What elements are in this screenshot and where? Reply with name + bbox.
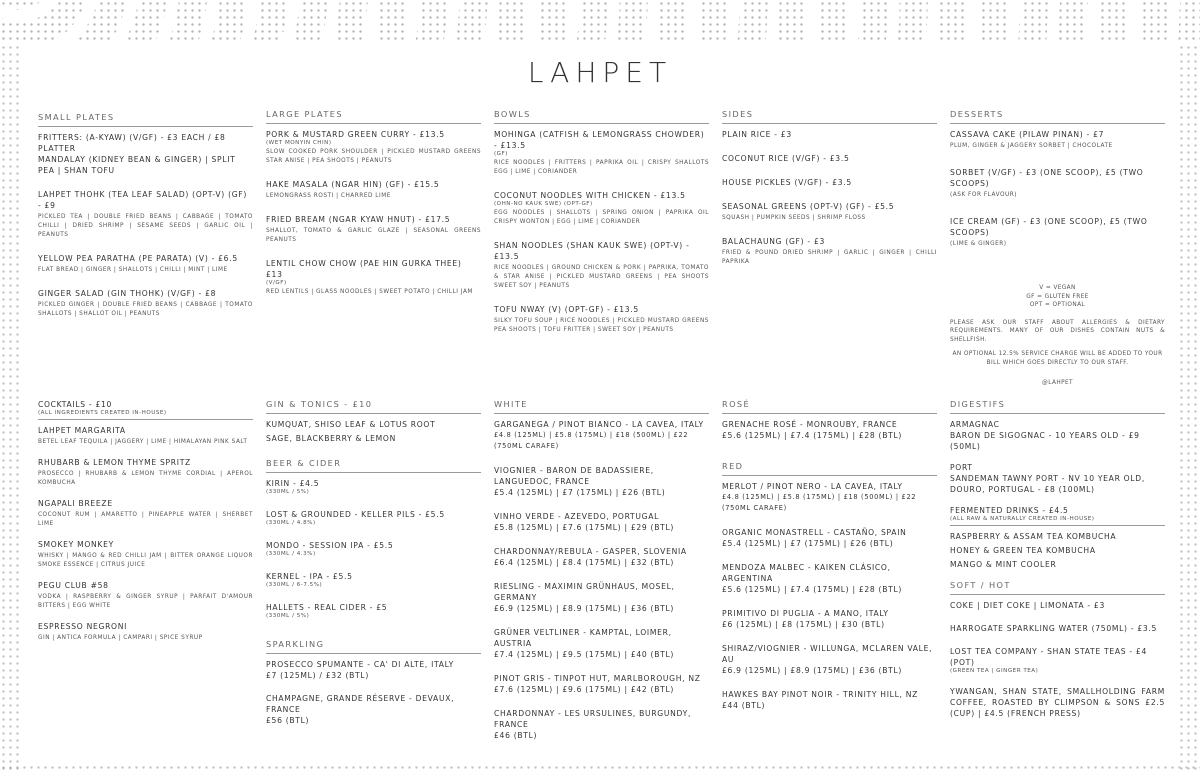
item-description: SHALLOT, TOMATO & GARLIC GLAZE | SEASONAL GREENS PEANUTS [266, 228, 481, 243]
menu-item [950, 686, 1165, 719]
menu-item [722, 129, 937, 140]
item-description: VODKA | RASPBERRY & GINGER SYRUP | PARFAIT D'AMOUR BITTERS | EGG WHITE [38, 594, 253, 609]
menu-item [950, 129, 1165, 151]
wine-item [494, 546, 709, 568]
section-heading: LARGE PLATES [266, 109, 481, 124]
wine-name: HAWKES BAY PINOT NOIR - TRINITY HILL, NZ [722, 690, 919, 699]
wine-item [722, 527, 937, 549]
section-heading: ROSÉ [722, 399, 937, 414]
menu-item [494, 190, 709, 227]
menu-item [950, 419, 1165, 452]
item-price: £56 (BTL) [266, 716, 310, 725]
item-name: SHAN NOODLES (SHAN KAUK SWE) (OPT-V) - £13.5 [494, 241, 690, 261]
legend-vegan: V = VEGAN [1039, 285, 1076, 291]
item-name: FRIED BREAM (NGAR KYAW HNUT) - £17.5 [266, 215, 451, 224]
item-name: LOST TEA COMPANY - SHAN STATE TEAS - £4 (POT) [950, 647, 1147, 667]
item-name: MONDO - SESSION IPA - £5.5 [266, 541, 394, 550]
menu-item [950, 646, 1165, 674]
wine-name: CHARDONNAY/REBULA - GASPER, SLOVENIA [494, 547, 687, 556]
item-name: PLAIN RICE - £3 [722, 130, 792, 139]
menu-item [950, 167, 1165, 200]
section-subheading: (ALL RAW & NATURALLY CREATED IN-HOUSE) [950, 516, 1095, 522]
menu-line: HONEY & GREEN TEA KOMBUCHA [950, 546, 1096, 555]
wine-price: £5.8 (125ML) | £7.6 (175ML) | £29 (BTL) [494, 523, 675, 532]
item-description: (330ML / 4.8%) [266, 520, 316, 526]
wine-name: GRÜNER VELTLINER - KAMPTAL, LOIMER, AUSTRIA [494, 628, 672, 648]
menu-item [266, 571, 481, 588]
item-name: SMOKEY MONKEY [38, 540, 114, 549]
wine-item [722, 419, 937, 441]
menu-item [722, 201, 937, 223]
section-heading: BOWLS [494, 109, 709, 124]
item-name: MOHINGA (CATFISH & LEMONGRASS CHOWDER) - £13.5 [494, 130, 705, 150]
item-name: YWANGAN, SHAN STATE, SMALLHOLDING FARM COFFEE, ROASTED BY CLIMPSON & SONS £2.5 (CUP) | £4.5 (FRENCH PRESS) [950, 687, 1165, 718]
menu-item [38, 288, 253, 319]
item-name: CASSAVA CAKE (PILAW PINAN) - £7 [950, 130, 1105, 139]
item-subtitle: (WET MONYIN CHIN) [266, 140, 332, 146]
wine-price: £46 (BTL) [494, 731, 538, 740]
item-name: LAHPET MARGARITA [38, 426, 126, 435]
dietary-legend [950, 284, 1165, 310]
section-heading: DIGESTIFS [950, 399, 1165, 414]
wine-item [722, 481, 937, 514]
item-description: PICKLED TEA | DOUBLE FRIED BEANS | CABBAGE | TOMATO CHILLI | DRIED SHRIMP | SESAME SEEDS | GARLIC OIL | PEANUTS [38, 214, 253, 238]
decorative-border-left [0, 44, 22, 772]
item-description: PLUM, GINGER & JAGGERY SORBET | CHOCOLATE [950, 143, 1113, 149]
item-description: SQUASH | PUMPKIN SEEDS | SHRIMP FLOSS [722, 215, 866, 221]
wine-name: GRENACHE ROSÉ - MONROUBY, FRANCE [722, 420, 898, 429]
wine-item [722, 562, 937, 595]
item-description: FLAT BREAD | GINGER | SHALLOTS | CHILLI | MINT | LIME [38, 267, 228, 273]
item-subtitle: (OHN-NO KAUK SWE) (OPT-GF) [494, 201, 593, 207]
item-name: ESPRESSO NEGRONI [38, 622, 128, 631]
menu-item [950, 623, 1165, 634]
item-description: FRIED & POUND DRIED SHRIMP | GARLIC | GINGER | CHILLI PAPRIKA [722, 250, 937, 265]
section-heading: SPARKLING [266, 639, 481, 654]
menu-item [38, 580, 253, 611]
menu-item [38, 457, 253, 488]
sides-section [722, 109, 937, 280]
item-name: LAHPET THOHK (TEA LEAF SALAD) (OPT-V) (GF) - £9 [38, 190, 248, 210]
item-name: PORK & MUSTARD GREEN CURRY - £13.5 [266, 130, 445, 139]
social-handle: @LAHPET [1042, 380, 1073, 386]
menu-item [38, 539, 253, 570]
section-heading: FERMENTED DRINKS - £4.5 [950, 506, 1069, 515]
menu-item [266, 129, 481, 166]
menu-item [722, 177, 937, 188]
menu-item [38, 621, 253, 643]
item-name: PORT [950, 463, 973, 472]
fermented-heading-block [950, 505, 1165, 526]
item-name: BALACHAUNG (GF) - £3 [722, 237, 826, 246]
item-name: COKE | DIET COKE | LIMONATA - £3 [950, 601, 1105, 610]
item-description: PICKLED GINGER | DOUBLE FRIED BEANS | CABBAGE | TOMATO SHALLOTS | SHALLOT OIL | PEANUTS [38, 302, 253, 317]
item-description: (330ML / 6-7.5%) [266, 582, 323, 588]
menu-item [266, 602, 481, 619]
item-description: (GREEN TEA | GINGER TEA) [950, 668, 1039, 674]
menu-line: RASPBERRY & ASSAM TEA KOMBUCHA [950, 532, 1117, 541]
item-name: COCONUT RICE (V/GF) - £3.5 [722, 154, 850, 163]
item-name: KERNEL - IPA - £5.5 [266, 572, 353, 581]
menu-item [266, 509, 481, 526]
item-name: HOUSE PICKLES (V/GF) - £3.5 [722, 178, 852, 187]
wine-price: £44 (BTL) [722, 701, 766, 710]
item-description: (ASK FOR FLAVOUR) [950, 192, 1018, 198]
rose-red-wine-section [722, 399, 937, 724]
section-heading: SOFT / HOT [950, 580, 1165, 595]
wine-item [722, 689, 937, 711]
legend-gluten-free: GF = GLUTEN FREE [1026, 293, 1089, 300]
section-heading: DESSERTS [950, 109, 1165, 124]
decorative-border-top [0, 0, 1200, 44]
wine-item [494, 465, 709, 498]
section-heading: WHITE [494, 399, 709, 414]
menu-item [266, 258, 481, 297]
item-detail: SANDEMAN TAWNY PORT - NV 10 YEAR OLD, DOURO, PORTUGAL - £8 (100ML) [950, 474, 1145, 494]
menu-item [950, 600, 1165, 611]
item-name: HALLETS - REAL CIDER - £5 [266, 603, 388, 612]
white-wine-section [494, 399, 709, 754]
item-name: FRITTERS: (A-KYAW) (V/GF) - £3 EACH / £8 PLATTER [38, 133, 226, 153]
allergy-note: PLEASE ASK OUR STAFF ABOUT ALLERGIES & DIETARY REQUIREMENTS. MANY OF OUR DISHES CONTAIN NUTS & SHELLFISH. [950, 319, 1165, 343]
item-description: PROSECCO | RHUBARB & LEMON THYME CORDIAL | APEROL KOMBUCHA [38, 471, 253, 486]
wine-item [494, 511, 709, 533]
section-heading: GIN & TONICS - £10 [266, 399, 481, 414]
menu-item [38, 253, 253, 275]
item-name: GINGER SALAD (GIN THOHK) (V/GF) - £8 [38, 289, 217, 298]
large-plates-section [266, 109, 481, 310]
menu-item [266, 659, 481, 681]
cocktails-section [38, 399, 253, 656]
cocktails-heading-block [38, 399, 253, 420]
wine-name: MENDOZA MALBEC - KAIKEN CLÁSICO, ARGENTINA [722, 563, 891, 583]
item-description: (330ML / 5%) [266, 489, 310, 495]
wine-price: £4.8 (125ML) | £5.8 (175ML) | £18 (500ML) | £22 (750ML CARAFE) [494, 431, 689, 450]
wine-name: PRIMITIVO DI PUGLIA - A MANO, ITALY [722, 609, 889, 618]
wine-item [722, 608, 937, 630]
item-name: PEGU CLUB #58 [38, 581, 109, 590]
item-name: SORBET (V/GF) - £3 (ONE SCOOP), £5 (TWO SCOOPS) [950, 168, 1144, 188]
item-name: SEASONAL GREENS (OPT-V) (GF) - £5.5 [722, 202, 895, 211]
legend-optional: OPT = OPTIONAL [1029, 302, 1086, 308]
desserts-section [950, 109, 1165, 388]
item-detail: BARON DE SIGOGNAC - 10 YEARS OLD - £9 (50ML) [950, 431, 1140, 451]
item-description: RED LENTILS | GLASS NOODLES | SWEET POTATO | CHILLI JAM [266, 289, 473, 295]
item-name: RHUBARB & LEMON THYME SPRITZ [38, 458, 191, 467]
wine-name: VINHO VERDE - AZEVEDO, PORTUGAL [494, 512, 660, 521]
item-description: RICE NOODLES | GROUND CHICKEN & PORK | PAPRIKA, TOMATO & STAR ANISE | PICKLED MUSTARD GREENS | PEA SHOOTS SWEET SOY | PEANUTS [494, 265, 709, 289]
item-description: COCONUT RUM | AMARETTO | PINEAPPLE WATER | SHERBET LIME [38, 512, 253, 527]
wine-name: PINOT GRIS - TINPOT HUT, MARLBOROUGH, NZ [494, 674, 701, 683]
menu-item [494, 240, 709, 291]
item-description: SILKY TOFU SOUP | RICE NOODLES | PICKLED MUSTARD GREENS PEA SHOOTS | TOFU FRITTER | SWEET SOY | PEANUTS [494, 318, 709, 333]
small-plates-section [38, 112, 253, 332]
item-subtitle: (GF) [494, 151, 508, 157]
item-description: BETEL LEAF TEQUILA | JAGGERY | LIME | HIMALAYAN PINK SALT [38, 439, 248, 445]
item-name: NGAPALI BREEZE [38, 499, 113, 508]
wine-item [494, 627, 709, 660]
menu-item [38, 189, 253, 240]
item-description: SLOW COOKED PORK SHOULDER | PICKLED MUSTARD GREENS STAR ANISE | PEA SHOOTS | PEANUTS [266, 149, 481, 164]
item-description: GIN | ANTICA FORMULA | CAMPARI | SPICE SYRUP [38, 635, 203, 641]
item-name: KIRIN - £4.5 [266, 479, 320, 488]
menu-item [722, 153, 937, 164]
item-name: LENTIL CHOW CHOW (PAE HIN GURKA THEE) £13 [266, 259, 462, 279]
menu-item [266, 478, 481, 495]
menu-line: MANGO & MINT COOLER [950, 560, 1057, 569]
wine-price: £7.6 (125ML) | £9.6 (175ML) | £42 (BTL) [494, 685, 675, 694]
menu-item [38, 425, 253, 447]
bowls-section [494, 109, 709, 348]
item-description: (330ML / 5%) [266, 613, 310, 619]
item-name: HAKE MASALA (NGAR HIN) (GF) - £15.5 [266, 180, 440, 189]
wine-item [494, 581, 709, 614]
wine-price: £6.9 (125ML) | £8.9 (175ML) | £36 (BTL) [494, 604, 675, 613]
section-heading: COCKTAILS - £10 [38, 400, 113, 409]
menu-item [494, 129, 709, 177]
wine-name: VIOGNIER - BARON DE BADASSIERE, LANGUEDOC, FRANCE [494, 466, 654, 486]
menu-item [950, 216, 1165, 249]
item-description: LEMONGRASS ROSTI | CHARRED LIME [266, 193, 391, 199]
wine-price: £6.9 (125ML) | £8.9 (175ML) | £36 (BTL) [722, 666, 903, 675]
section-heading: RED [722, 461, 937, 476]
section-heading: SIDES [722, 109, 937, 124]
item-description: RICE NOODLES | FRITTERS | PAPRIKA OIL | CRISPY SHALLOTS EGG | LIME | CORIANDER [494, 160, 709, 175]
section-subheading: (ALL INGREDIENTS CREATED IN-HOUSE) [38, 410, 167, 416]
wine-item [494, 708, 709, 741]
item-description: (LIME & GINGER) [950, 241, 1007, 247]
menu-item [266, 179, 481, 201]
item-name: HARROGATE SPARKLING WATER (750ML) - £3.5 [950, 624, 1158, 633]
wine-price: £5.4 (125ML) | £7 (175ML) | £26 (BTL) [494, 488, 666, 497]
wine-price: £5.6 (125ML) | £7.4 (175ML) | £28 (BTL) [722, 431, 903, 440]
digestifs-section [950, 399, 1165, 732]
wine-name: GARGANEGA / PINOT BIANCO - LA CAVEA, ITALY [494, 420, 704, 429]
wine-price: £6 (125ML) | £8 (175ML) | £30 (BTL) [722, 620, 885, 629]
item-name-secondary: MANDALAY (KIDNEY BEAN & GINGER) | SPLIT PEA | SHAN TOFU [38, 155, 236, 175]
wine-name: CHARDONNAY - LES URSULINES, BURGUNDY, FRANCE [494, 709, 692, 729]
wine-name: SHIRAZ/VIOGNIER - WILLUNGA, MCLAREN VALE, AU [722, 644, 933, 664]
item-name: ICE CREAM (GF) - £3 (ONE SCOOP), £5 (TWO SCOOPS) [950, 217, 1148, 237]
item-price: £7 (125ML) / £32 (BTL) [266, 671, 369, 680]
decorative-border-bottom [0, 764, 1200, 772]
menu-item [950, 462, 1165, 495]
wine-price: £6.4 (125ML) | £8.4 (175ML) | £32 (BTL) [494, 558, 675, 567]
gin-tonics-section [266, 399, 481, 739]
menu-line: KUMQUAT, SHISO LEAF & LOTUS ROOT [266, 420, 436, 429]
service-charge-note: AN OPTIONAL 12.5% SERVICE CHARGE WILL BE ADDED TO YOUR BILL WHICH GOES DIRECTLY TO OUR STAFF. [952, 351, 1163, 366]
item-name: LOST & GROUNDED - KELLER PILS - £5.5 [266, 510, 445, 519]
item-name: PROSECCO SPUMANTE - CA' DI ALTE, ITALY [266, 660, 454, 669]
menu-item [722, 236, 937, 267]
wine-price: £5.4 (125ML) | £7 (175ML) | £26 (BTL) [722, 539, 894, 548]
section-heading: BEER & CIDER [266, 458, 481, 473]
item-subtitle: (V/GF) [266, 280, 287, 286]
wine-name: MERLOT / PINOT NERO - LA CAVEA, ITALY [722, 482, 903, 491]
wine-price: £4.8 (125ML) | £5.8 (175ML) | £18 (500ML) | £22 (750ML CARAFE) [722, 493, 917, 512]
item-description: (330ML / 4.3%) [266, 551, 316, 557]
decorative-border-right [1178, 44, 1200, 772]
item-name: ARMAGNAC [950, 420, 1000, 429]
item-name: CHAMPAGNE, GRANDE RÉSERVE - DEVAUX, FRANCE [266, 694, 455, 714]
menu-item [266, 540, 481, 557]
menu-item [266, 214, 481, 245]
item-description: EGG NOODLES | SHALLOTS | SPRING ONION | PAPRIKA OIL CRISPY WONTON | EGG | LIME | CORIANDER [494, 210, 709, 225]
menu-item [266, 693, 481, 726]
wine-price: £5.6 (125ML) | £7.4 (175ML) | £28 (BTL) [722, 585, 903, 594]
wine-name: ORGANIC MONASTRELL - CASTAÑO, SPAIN [722, 528, 907, 537]
menu-item [494, 304, 709, 335]
menu-item [38, 132, 253, 176]
item-name: TOFU NWAY (V) (OPT-GF) - £13.5 [494, 305, 639, 314]
menu-title: LAHPET [527, 56, 673, 89]
menu-line: SAGE, BLACKBERRY & LEMON [266, 434, 396, 443]
section-heading: SMALL PLATES [38, 112, 253, 127]
wine-price: £7.4 (125ML) | £9.5 (175ML) | £40 (BTL) [494, 650, 675, 659]
item-description: WHISKY | MANGO & RED CHILLI JAM | BITTER ORANGE LIQUOR SMOKE ESSENCE | CITRUS JUICE [38, 553, 253, 568]
item-name: COCONUT NOODLES WITH CHICKEN - £13.5 [494, 191, 686, 200]
menu-item [38, 498, 253, 529]
wine-name: RIESLING - MAXIMIN GRÜNHAUS, MOSEL, GERMANY [494, 582, 675, 602]
wine-item [494, 419, 709, 452]
item-name: YELLOW PEA PARATHA (PE PARATA) (V) - £6.5 [38, 254, 238, 263]
wine-item [722, 643, 937, 676]
wine-item [494, 673, 709, 695]
